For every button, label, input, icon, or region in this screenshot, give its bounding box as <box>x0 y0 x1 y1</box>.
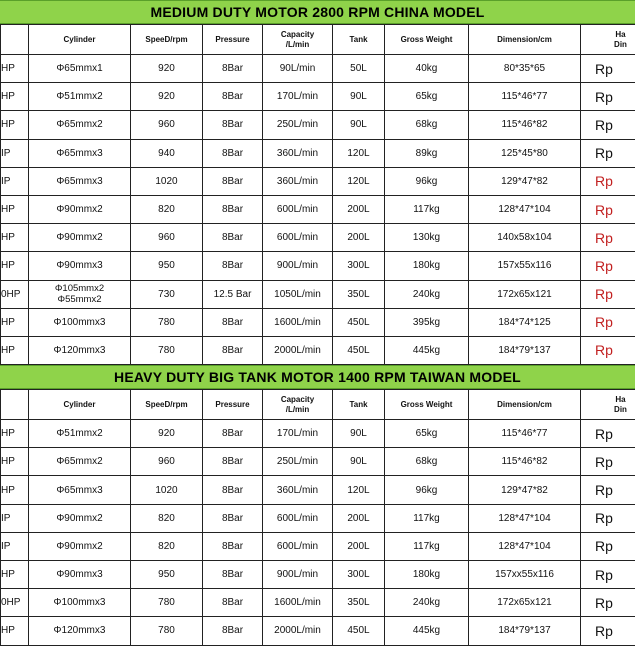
capacity-cell: 250L/min <box>263 111 333 139</box>
cylinder-cell: Φ90mmx2 <box>29 224 131 252</box>
pressure-cell: 8Bar <box>203 336 263 364</box>
capacity-cell: 600L/min <box>263 224 333 252</box>
capacity-cell: 360L/min <box>263 167 333 195</box>
tank-cell: 50L <box>333 55 385 83</box>
spec-table <box>0 389 635 646</box>
power-cell: HP <box>1 55 29 83</box>
column-header: Capacity /L/min <box>263 25 333 55</box>
power-cell: HP <box>1 224 29 252</box>
table-row <box>1 139 635 167</box>
weight-cell: 89kg <box>385 139 469 167</box>
weight-cell: 445kg <box>385 336 469 364</box>
weight-cell: 117kg <box>385 532 469 560</box>
weight-cell: 65kg <box>385 83 469 111</box>
price-cell: Rp <box>581 561 635 589</box>
speed-cell: 950 <box>131 252 203 280</box>
section-title: HEAVY DUTY BIG TANK MOTOR 1400 RPM TAIWAN MODEL <box>0 365 635 389</box>
dimension-cell: 157xx55x116 <box>469 561 581 589</box>
capacity-cell: 1600L/min <box>263 589 333 617</box>
column-header: Tank <box>333 25 385 55</box>
cylinder-cell: Φ51mmx2 <box>29 420 131 448</box>
table-row <box>1 55 635 83</box>
table-row <box>1 561 635 589</box>
dimension-cell: 129*47*82 <box>469 476 581 504</box>
tank-cell: 90L <box>333 83 385 111</box>
speed-cell: 780 <box>131 617 203 645</box>
price-cell: Rp <box>581 252 635 280</box>
price-cell: Rp <box>581 476 635 504</box>
dimension-cell: 128*47*104 <box>469 532 581 560</box>
capacity-cell: 600L/min <box>263 504 333 532</box>
tank-cell: 450L <box>333 308 385 336</box>
table-row <box>1 532 635 560</box>
pressure-cell: 8Bar <box>203 111 263 139</box>
speed-cell: 1020 <box>131 476 203 504</box>
table-row <box>1 252 635 280</box>
capacity-cell: 2000L/min <box>263 336 333 364</box>
capacity-cell: 600L/min <box>263 532 333 560</box>
speed-cell: 950 <box>131 561 203 589</box>
price-cell: Rp <box>581 308 635 336</box>
price-cell: Rp <box>581 83 635 111</box>
power-cell: HP <box>1 195 29 223</box>
cylinder-cell: Φ105mmx2 Φ55mmx2 <box>29 280 131 308</box>
column-header: Gross Weight <box>385 390 469 420</box>
column-header: Pressure <box>203 390 263 420</box>
capacity-cell: 170L/min <box>263 420 333 448</box>
power-cell: HP <box>1 83 29 111</box>
speed-cell: 780 <box>131 589 203 617</box>
column-header: Pressure <box>203 25 263 55</box>
speed-cell: 780 <box>131 336 203 364</box>
power-cell: HP <box>1 448 29 476</box>
capacity-cell: 250L/min <box>263 448 333 476</box>
cylinder-cell: Φ65mmx3 <box>29 167 131 195</box>
pressure-cell: 8Bar <box>203 83 263 111</box>
weight-cell: 40kg <box>385 55 469 83</box>
weight-cell: 130kg <box>385 224 469 252</box>
speed-cell: 940 <box>131 139 203 167</box>
power-cell: 0HP <box>1 589 29 617</box>
table-row <box>1 504 635 532</box>
capacity-cell: 600L/min <box>263 195 333 223</box>
price-cell: Rp <box>581 55 635 83</box>
tank-cell: 450L <box>333 336 385 364</box>
capacity-cell: 360L/min <box>263 139 333 167</box>
tank-cell: 120L <box>333 476 385 504</box>
dimension-cell: 129*47*82 <box>469 167 581 195</box>
column-header: SpeeD/rpm <box>131 390 203 420</box>
power-cell: IP <box>1 504 29 532</box>
pressure-cell: 8Bar <box>203 167 263 195</box>
tank-cell: 350L <box>333 589 385 617</box>
speed-cell: 820 <box>131 532 203 560</box>
pressure-cell: 8Bar <box>203 420 263 448</box>
tank-cell: 300L <box>333 561 385 589</box>
cylinder-cell: Φ90mmx2 <box>29 504 131 532</box>
price-cell: Rp <box>581 420 635 448</box>
pressure-cell: 8Bar <box>203 448 263 476</box>
cylinder-cell: Φ100mmx3 <box>29 589 131 617</box>
pressure-cell: 8Bar <box>203 252 263 280</box>
tank-cell: 300L <box>333 252 385 280</box>
column-header: Dimension/cm <box>469 390 581 420</box>
pressure-cell: 8Bar <box>203 139 263 167</box>
weight-cell: 180kg <box>385 252 469 280</box>
pressure-cell: 12.5 Bar <box>203 280 263 308</box>
dimension-cell: 125*45*80 <box>469 139 581 167</box>
pressure-cell: 8Bar <box>203 617 263 645</box>
weight-cell: 180kg <box>385 561 469 589</box>
price-cell: Rp <box>581 589 635 617</box>
speed-cell: 960 <box>131 448 203 476</box>
power-cell: HP <box>1 252 29 280</box>
tank-cell: 120L <box>333 139 385 167</box>
tank-cell: 200L <box>333 532 385 560</box>
column-header: Capacity /L/min <box>263 390 333 420</box>
weight-cell: 395kg <box>385 308 469 336</box>
capacity-cell: 90L/min <box>263 55 333 83</box>
power-cell: HP <box>1 308 29 336</box>
speed-cell: 960 <box>131 111 203 139</box>
table-row <box>1 224 635 252</box>
cylinder-cell: Φ90mmx2 <box>29 195 131 223</box>
cylinder-cell: Φ90mmx3 <box>29 561 131 589</box>
power-cell: IP <box>1 167 29 195</box>
pressure-cell: 8Bar <box>203 308 263 336</box>
cylinder-cell: Φ120mmx3 <box>29 617 131 645</box>
table-row <box>1 111 635 139</box>
weight-cell: 240kg <box>385 280 469 308</box>
weight-cell: 96kg <box>385 167 469 195</box>
dimension-cell: 172x65x121 <box>469 589 581 617</box>
pressure-cell: 8Bar <box>203 224 263 252</box>
cylinder-cell: Φ65mmx3 <box>29 139 131 167</box>
capacity-cell: 1600L/min <box>263 308 333 336</box>
dimension-cell: 115*46*82 <box>469 111 581 139</box>
table-row <box>1 617 635 645</box>
cylinder-cell: Φ90mmx3 <box>29 252 131 280</box>
tank-cell: 90L <box>333 420 385 448</box>
power-cell: HP <box>1 420 29 448</box>
table-row <box>1 476 635 504</box>
table-row <box>1 167 635 195</box>
header-row <box>1 390 635 420</box>
weight-cell: 68kg <box>385 448 469 476</box>
price-cell: Rp <box>581 448 635 476</box>
speed-cell: 820 <box>131 504 203 532</box>
pressure-cell: 8Bar <box>203 561 263 589</box>
table-row <box>1 280 635 308</box>
table-row <box>1 83 635 111</box>
cylinder-cell: Φ65mmx3 <box>29 476 131 504</box>
header-row <box>1 25 635 55</box>
table-row <box>1 420 635 448</box>
price-cell: Rp <box>581 195 635 223</box>
table-row <box>1 336 635 364</box>
pressure-cell: 8Bar <box>203 55 263 83</box>
tank-cell: 200L <box>333 504 385 532</box>
price-cell: Rp <box>581 167 635 195</box>
dimension-cell: 128*47*104 <box>469 195 581 223</box>
tank-cell: 200L <box>333 195 385 223</box>
dimension-cell: 184*79*137 <box>469 336 581 364</box>
tank-cell: 120L <box>333 167 385 195</box>
price-cell: Rp <box>581 504 635 532</box>
dimension-cell: 140x58x104 <box>469 224 581 252</box>
cylinder-cell: Φ51mmx2 <box>29 83 131 111</box>
power-cell: 0HP <box>1 280 29 308</box>
speed-cell: 920 <box>131 420 203 448</box>
dimension-cell: 80*35*65 <box>469 55 581 83</box>
section-title: MEDIUM DUTY MOTOR 2800 RPM CHINA MODEL <box>0 0 635 24</box>
spec-table <box>0 24 635 365</box>
power-cell: IP <box>1 139 29 167</box>
capacity-cell: 1050L/min <box>263 280 333 308</box>
price-cell: Rp <box>581 336 635 364</box>
column-header: Cylinder <box>29 390 131 420</box>
capacity-cell: 360L/min <box>263 476 333 504</box>
price-cell: Rp <box>581 617 635 645</box>
speed-cell: 780 <box>131 308 203 336</box>
power-cell: HP <box>1 336 29 364</box>
speed-cell: 730 <box>131 280 203 308</box>
power-cell: HP <box>1 561 29 589</box>
column-header: SpeeD/rpm <box>131 25 203 55</box>
pressure-cell: 8Bar <box>203 589 263 617</box>
price-cell: Rp <box>581 224 635 252</box>
dimension-cell: 115*46*82 <box>469 448 581 476</box>
tank-cell: 450L <box>333 617 385 645</box>
cylinder-cell: Φ65mmx2 <box>29 448 131 476</box>
weight-cell: 96kg <box>385 476 469 504</box>
table-row <box>1 308 635 336</box>
column-header: Ha Din <box>581 25 635 55</box>
cylinder-cell: Φ65mmx2 <box>29 111 131 139</box>
speed-cell: 960 <box>131 224 203 252</box>
capacity-cell: 900L/min <box>263 561 333 589</box>
speed-cell: 1020 <box>131 167 203 195</box>
power-cell: HP <box>1 476 29 504</box>
cylinder-cell: Φ100mmx3 <box>29 308 131 336</box>
cylinder-cell: Φ65mmx1 <box>29 55 131 83</box>
dimension-cell: 157x55x116 <box>469 252 581 280</box>
power-cell: HP <box>1 617 29 645</box>
pressure-cell: 8Bar <box>203 504 263 532</box>
dimension-cell: 184*74*125 <box>469 308 581 336</box>
column-header: Cylinder <box>29 25 131 55</box>
dimension-cell: 115*46*77 <box>469 83 581 111</box>
power-cell: HP <box>1 111 29 139</box>
capacity-cell: 2000L/min <box>263 617 333 645</box>
cylinder-cell: Φ120mmx3 <box>29 336 131 364</box>
weight-cell: 240kg <box>385 589 469 617</box>
column-header <box>1 25 29 55</box>
pressure-cell: 8Bar <box>203 476 263 504</box>
tank-cell: 90L <box>333 448 385 476</box>
speed-cell: 920 <box>131 83 203 111</box>
column-header <box>1 390 29 420</box>
weight-cell: 445kg <box>385 617 469 645</box>
capacity-cell: 170L/min <box>263 83 333 111</box>
pressure-cell: 8Bar <box>203 195 263 223</box>
table-row <box>1 448 635 476</box>
dimension-cell: 115*46*77 <box>469 420 581 448</box>
dimension-cell: 128*47*104 <box>469 504 581 532</box>
tank-cell: 350L <box>333 280 385 308</box>
power-cell: IP <box>1 532 29 560</box>
price-cell: Rp <box>581 280 635 308</box>
price-cell: Rp <box>581 139 635 167</box>
price-cell: Rp <box>581 532 635 560</box>
dimension-cell: 172x65x121 <box>469 280 581 308</box>
dimension-cell: 184*79*137 <box>469 617 581 645</box>
tank-cell: 90L <box>333 111 385 139</box>
price-cell: Rp <box>581 111 635 139</box>
column-header: Ha Din <box>581 390 635 420</box>
column-header: Gross Weight <box>385 25 469 55</box>
cylinder-cell: Φ90mmx2 <box>29 532 131 560</box>
table-row <box>1 195 635 223</box>
weight-cell: 117kg <box>385 504 469 532</box>
weight-cell: 65kg <box>385 420 469 448</box>
weight-cell: 68kg <box>385 111 469 139</box>
column-header: Dimension/cm <box>469 25 581 55</box>
tank-cell: 200L <box>333 224 385 252</box>
pressure-cell: 8Bar <box>203 532 263 560</box>
weight-cell: 117kg <box>385 195 469 223</box>
column-header: Tank <box>333 390 385 420</box>
capacity-cell: 900L/min <box>263 252 333 280</box>
table-row <box>1 589 635 617</box>
speed-cell: 920 <box>131 55 203 83</box>
speed-cell: 820 <box>131 195 203 223</box>
